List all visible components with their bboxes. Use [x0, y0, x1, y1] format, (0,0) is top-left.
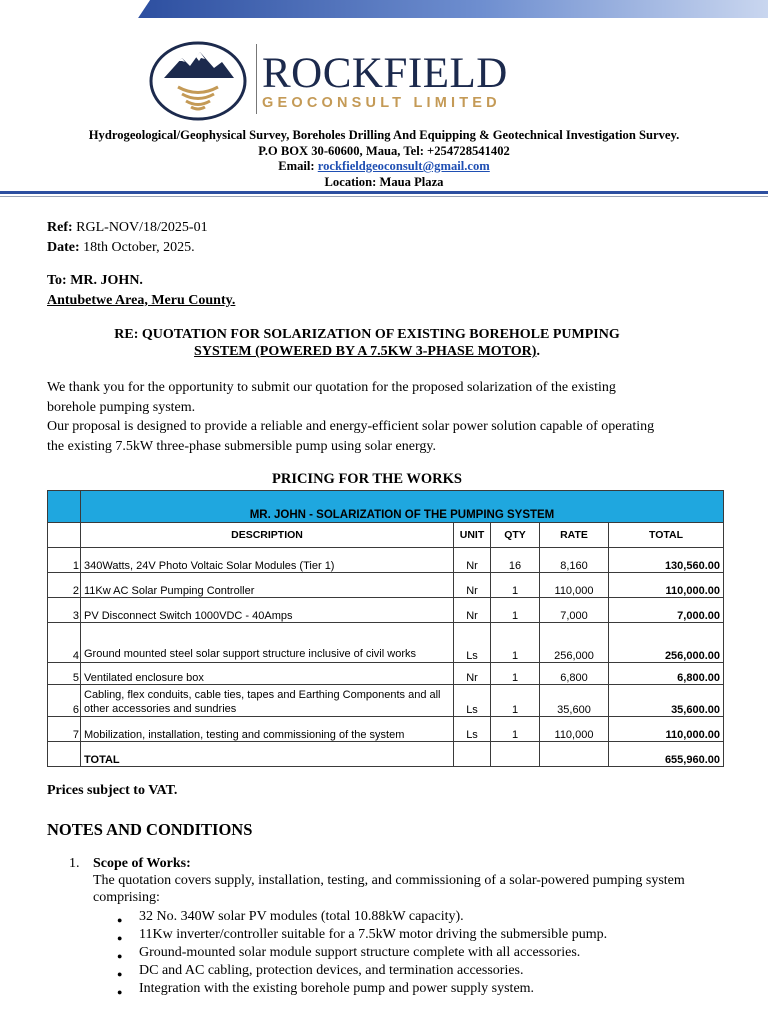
header-band-graphic	[0, 0, 768, 18]
total-spacer	[48, 742, 81, 767]
recipient-address: Antubetwe Area, Meru County.	[47, 292, 236, 308]
ref-value: RGL-NOV/18/2025-01	[72, 220, 208, 235]
ref-line	[47, 218, 727, 238]
row-no: 7	[48, 717, 81, 742]
grand-total: 655,960.00	[609, 742, 724, 767]
header-rule-thin	[0, 196, 768, 197]
row-rate: 256,000	[540, 623, 609, 663]
row-qty: 16	[491, 548, 540, 573]
table-row	[48, 548, 724, 573]
location-line: Location: Maua Plaza	[324, 174, 444, 189]
letter-body	[47, 218, 727, 490]
date-label: Date:	[47, 239, 80, 255]
scope-item	[47, 855, 737, 998]
address-line: P.O BOX 30-60600, Maua, Tel: +254728541402	[258, 143, 510, 158]
table-header-row	[48, 523, 724, 548]
intro-paragraph-1: We thank you for the opportunity to submit our quotation for the proposed solarization of the existing borehole pumping system.	[47, 380, 616, 415]
row-qty: 1	[491, 623, 540, 663]
subject-line-1: RE: QUOTATION FOR SOLARIZATION OF EXISTING BOREHOLE PUMPING	[114, 327, 620, 342]
row-total: 35,600.00	[609, 685, 724, 717]
subject-heading	[47, 326, 687, 360]
bullet-icon: ●	[117, 987, 123, 997]
table-title-row	[48, 491, 724, 523]
row-qty: 1	[491, 717, 540, 742]
letterhead-details	[0, 128, 768, 190]
recipient-name: To: MR. JOHN.	[47, 273, 143, 288]
row-description: 11Kw AC Solar Pumping Controller	[81, 573, 454, 598]
row-no: 6	[48, 685, 81, 717]
row-description: Mobilization, installation, testing and commissioning of the system	[81, 717, 454, 742]
row-rate: 6,800	[540, 663, 609, 685]
bullet-icon: ●	[117, 915, 123, 925]
row-rate: 110,000	[540, 717, 609, 742]
header-rule	[0, 191, 768, 194]
row-unit: Ls	[454, 717, 491, 742]
row-total: 256,000.00	[609, 623, 724, 663]
row-rate: 35,600	[540, 685, 609, 717]
list-item: ● 32 No. 340W solar PV modules (total 10.88kW capacity).	[139, 908, 737, 926]
table-row	[48, 685, 724, 717]
row-rate: 110,000	[540, 573, 609, 598]
row-qty: 1	[491, 663, 540, 685]
notes-section	[47, 782, 737, 998]
total-label: TOTAL	[81, 742, 454, 767]
row-unit: Nr	[454, 663, 491, 685]
subject-line-2: SYSTEM (POWERED BY A 7.5KW 3-PHASE MOTOR)	[194, 344, 537, 359]
list-item: ● Ground-mounted solar module support structure complete with all accessories.	[139, 944, 737, 962]
row-no: 2	[48, 573, 81, 598]
total-empty-rate	[540, 742, 609, 767]
row-description: Ground mounted steel solar support structure inclusive of civil works	[81, 623, 454, 663]
row-total: 110,000.00	[609, 573, 724, 598]
table-row	[48, 623, 724, 663]
ref-label: Ref:	[47, 220, 73, 235]
col-total: TOTAL	[609, 523, 724, 548]
brand-divider	[256, 44, 257, 114]
total-empty-qty	[491, 742, 540, 767]
row-no: 5	[48, 663, 81, 685]
list-item: ● DC and AC cabling, protection devices, and termination accessories.	[139, 962, 737, 980]
col-rate: RATE	[540, 523, 609, 548]
row-total: 110,000.00	[609, 717, 724, 742]
notes-title: NOTES AND CONDITIONS	[47, 820, 253, 839]
scope-title: Scope of Works:	[93, 856, 191, 871]
scope-number: 1.	[69, 856, 80, 871]
email-line	[0, 159, 768, 175]
row-rate: 8,160	[540, 548, 609, 573]
company-subtitle: GEOCONSULT LIMITED	[262, 95, 501, 111]
vat-note: Prices subject to VAT.	[47, 783, 178, 798]
subject-end: .	[536, 344, 540, 359]
table-title: MR. JOHN - SOLARIZATION OF THE PUMPING SYSTEM	[81, 491, 724, 523]
email-label: Email:	[278, 159, 315, 173]
date-line	[47, 238, 727, 258]
header-band	[0, 0, 768, 18]
total-empty-unit	[454, 742, 491, 767]
row-total: 7,000.00	[609, 598, 724, 623]
col-unit: UNIT	[454, 523, 491, 548]
row-qty: 1	[491, 598, 540, 623]
email-link[interactable]: rockfieldgeoconsult@gmail.com	[317, 159, 490, 173]
col-description: DESCRIPTION	[81, 523, 454, 548]
row-unit: Nr	[454, 548, 491, 573]
intro-paragraph-2: Our proposal is designed to provide a reliable and energy-efficient solar power solution capable of operating the existing 7.5kW three-phase submersible pump using solar energy.	[47, 419, 655, 454]
row-total: 6,800.00	[609, 663, 724, 685]
table-title-spacer	[48, 491, 81, 523]
row-description: 340Watts, 24V Photo Voltaic Solar Modules (Tier 1)	[81, 548, 454, 573]
row-description: Cabling, flex conduits, cable ties, tapes and Earthing Components and all other accessories and sundries	[81, 685, 454, 717]
row-qty: 1	[491, 573, 540, 598]
row-total: 130,560.00	[609, 548, 724, 573]
date-value: 18th October, 2025.	[79, 239, 195, 255]
table-row	[48, 717, 724, 742]
col-no	[48, 523, 81, 548]
services-line: Hydrogeological/Geophysical Survey, Boreholes Drilling And Equipping & Geotechnical Investigation Survey.	[88, 128, 680, 142]
row-description: PV Disconnect Switch 1000VDC - 40Amps	[81, 598, 454, 623]
company-logo	[148, 40, 248, 122]
list-item: ● Integration with the existing borehole pump and power supply system.	[139, 980, 737, 998]
row-unit: Ls	[454, 623, 491, 663]
brand-block	[262, 52, 508, 112]
table-row	[48, 573, 724, 598]
table-row	[48, 598, 724, 623]
mountain-logo-icon	[148, 40, 248, 122]
bullet-icon: ●	[117, 969, 123, 979]
row-no: 1	[48, 548, 81, 573]
row-no: 3	[48, 598, 81, 623]
scope-text: The quotation covers supply, installation, testing, and commissioning of a solar-powered pumping system comprising:	[93, 873, 685, 905]
col-qty: QTY	[491, 523, 540, 548]
row-unit: Ls	[454, 685, 491, 717]
row-rate: 7,000	[540, 598, 609, 623]
row-no: 4	[48, 623, 81, 663]
row-unit: Nr	[454, 573, 491, 598]
list-item: ● 11Kw inverter/controller suitable for a 7.5kW motor driving the submersible pump.	[139, 926, 737, 944]
scope-heading	[47, 855, 737, 873]
scope-bullets	[47, 908, 737, 998]
row-description: Ventilated enclosure box	[81, 663, 454, 685]
row-qty: 1	[491, 685, 540, 717]
table-row	[48, 663, 724, 685]
pricing-title: PRICING FOR THE WORKS	[271, 471, 462, 487]
table-total-row	[48, 742, 724, 767]
quotation-table	[47, 490, 724, 767]
row-unit: Nr	[454, 598, 491, 623]
bullet-icon: ●	[117, 933, 123, 943]
bullet-icon: ●	[117, 951, 123, 961]
company-name: ROCKFIELD	[262, 50, 508, 97]
